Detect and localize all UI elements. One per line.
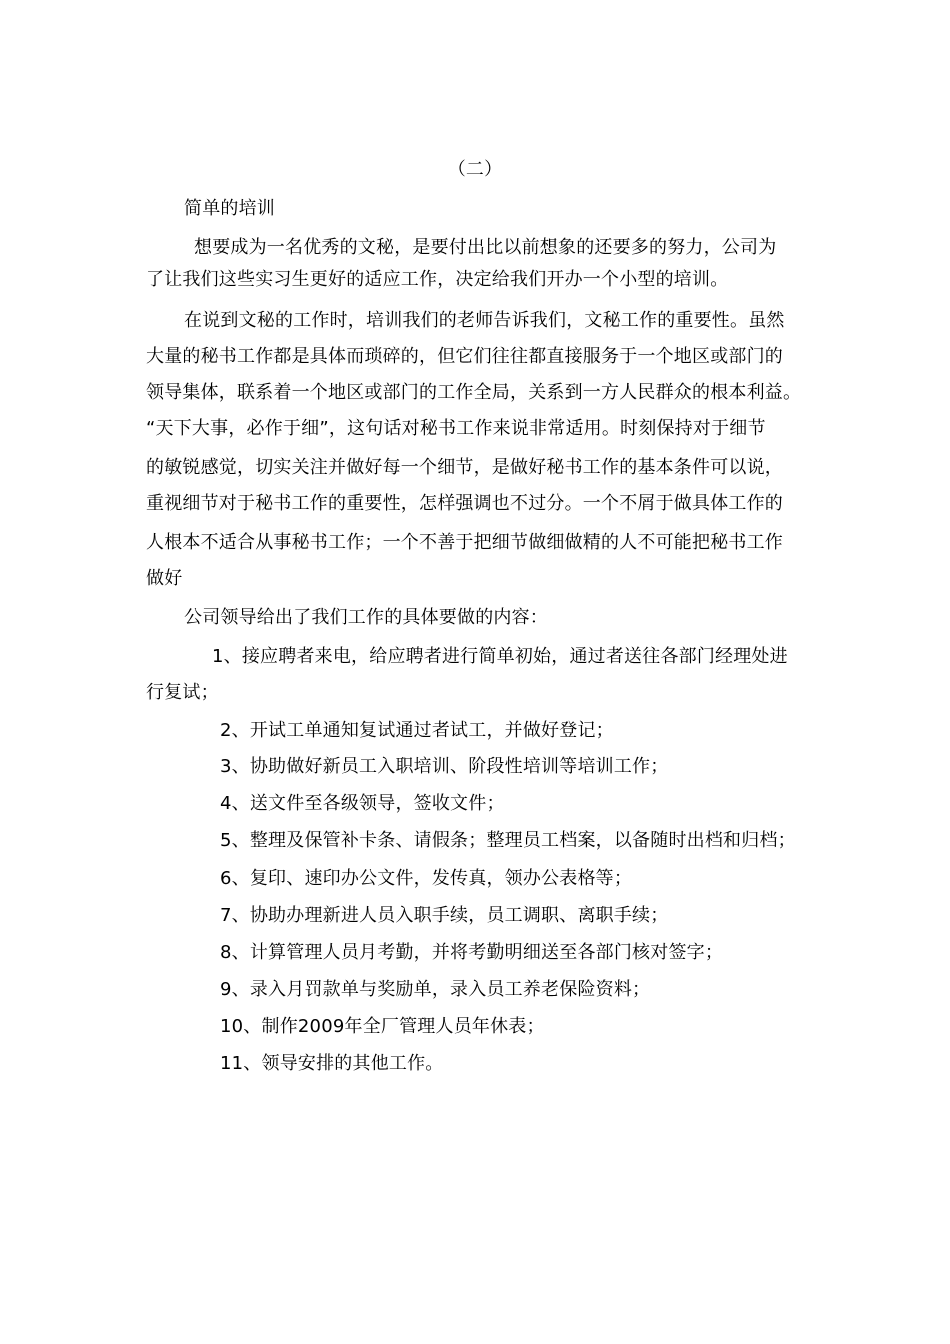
heading: 简单的培训 <box>184 198 275 219</box>
body-line: 做好 <box>146 568 183 589</box>
body-line: 领导集体，联系着一个地区或部门的工作全局，关系到一方人民群众的根本利益。 <box>146 382 802 403</box>
list-item: 8、计算管理人员月考勤，并将考勤明细送至各部门核对签字； <box>220 942 724 963</box>
list-item: 4、送文件至各级领导，签收文件； <box>220 793 505 814</box>
list-item: 10、制作2009年全厂管理人员年休表； <box>220 1016 545 1037</box>
list-item: 7、协助办理新进人员入职手续，员工调职、离职手续； <box>220 905 669 926</box>
list-item: 3、协助做好新员工入职培训、阶段性培训等培训工作； <box>220 756 669 777</box>
list-item: 9、录入月罚款单与奖励单，录入员工养老保险资料； <box>220 979 651 1000</box>
list-item: 2、开试工单通知复试通过者试工，并做好登记； <box>220 720 614 741</box>
list-item: 11、领导安排的其他工作。 <box>220 1053 444 1074</box>
body-line: 重视细节对于秘书工作的重要性，怎样强调也不过分。一个不屑于做具体工作的 <box>146 493 783 514</box>
list-item: 1、接应聘者来电，给应聘者进行简单初始，通过者送往各部门经理处进 <box>212 646 788 667</box>
list-item-continuation: 行复试； <box>146 682 219 703</box>
section-title: （二） <box>447 159 503 180</box>
intro-line: 想要成为一名优秀的文秘，是要付出比以前想象的还要多的努力，公司为 <box>194 237 777 258</box>
body-line: 的敏锐感觉，切实关注并做好每一个细节，是做好秘书工作的基本条件可以说， <box>146 457 783 478</box>
body-line: 在说到文秘的工作时，培训我们的老师告诉我们，文秘工作的重要性。虽然 <box>184 310 785 331</box>
body-line: 大量的秘书工作都是具体而琐碎的，但它们往往都直接服务于一个地区或部门的 <box>146 346 783 367</box>
list-item: 5、整理及保管补卡条、请假条；整理员工档案，以备随时出档和归档； <box>220 830 796 851</box>
list-item: 6、复印、速印办公文件，发传真，领办公表格等； <box>220 868 633 889</box>
body-line: “天下大事，必作于细”，这句话对秘书工作来说非常适用。时刻保持对于细节 <box>146 418 766 439</box>
list-intro: 公司领导给出了我们工作的具体要做的内容： <box>184 607 548 628</box>
body-line: 人根本不适合从事秘书工作；一个不善于把细节做细做精的人不可能把秘书工作 <box>146 532 783 553</box>
intro-line: 了让我们这些实习生更好的适应工作，决定给我们开办一个小型的培训。 <box>146 269 729 290</box>
